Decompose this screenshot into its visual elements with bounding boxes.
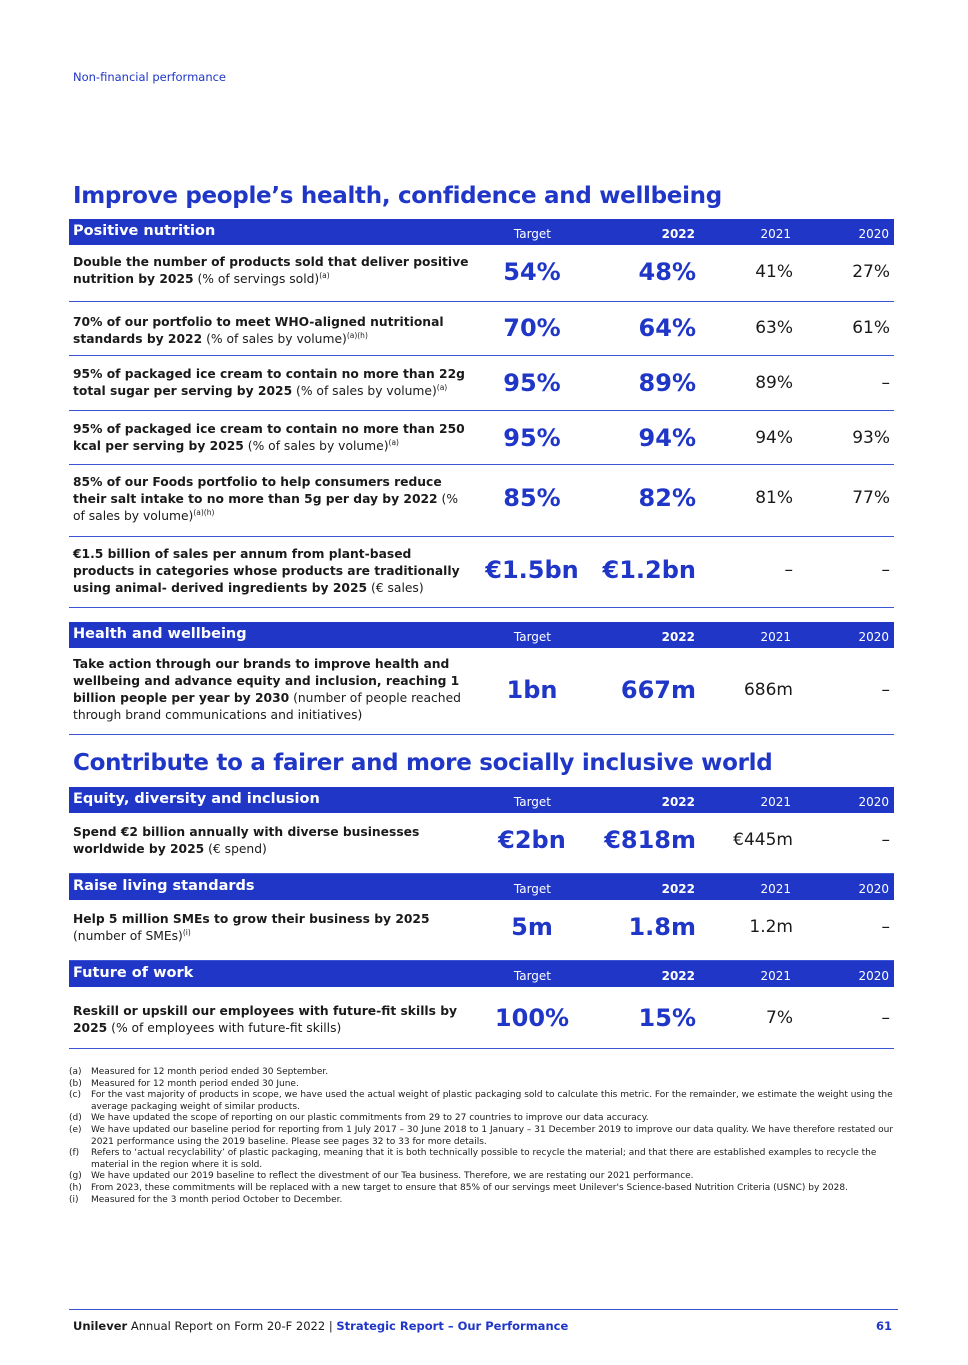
footnote-ref: (a)	[436, 382, 448, 392]
value-y2022: 1.8m	[628, 913, 696, 941]
footer-doc: Annual Report on Form 20-F 2022 |	[127, 1319, 337, 1333]
row-description-bold: Help 5 million SMEs to grow their business by 2025	[73, 912, 430, 926]
column-header-target: Target	[513, 227, 551, 241]
breadcrumb: Non-financial performance	[73, 70, 227, 84]
row-description	[73, 656, 473, 724]
value-target: €1.5bn	[485, 556, 579, 584]
footer	[73, 1319, 568, 1333]
row-description-bold: Spend €2 billion annually with diverse businesses worldwide by 2025	[73, 825, 420, 856]
column-header-y2020: 2020	[858, 630, 889, 644]
table-row	[69, 465, 894, 537]
column-header-y2020: 2020	[858, 969, 889, 983]
table-row	[69, 411, 894, 465]
column-header-y2020: 2020	[858, 795, 889, 809]
table-future-work	[69, 961, 894, 1049]
value-y2021: 7%	[766, 1008, 793, 1028]
column-header-target: Target	[513, 630, 551, 644]
value-y2022: 64%	[638, 314, 696, 342]
table-equity	[69, 787, 894, 874]
table-header	[69, 961, 894, 987]
row-description	[73, 254, 473, 288]
value-y2021: –	[784, 560, 793, 580]
table-living-standards	[69, 874, 894, 961]
row-description-bold: 95% of packaged ice cream to contain no more than 250 kcal per serving by 2025	[73, 422, 465, 453]
row-description-unit: (% of sales by volume)	[292, 384, 437, 398]
value-target: €2bn	[498, 826, 566, 854]
row-description-unit: (% of sales by volume)	[202, 332, 347, 346]
column-header-y2022: 2022	[661, 882, 695, 896]
row-description-unit: (% of sales by volume)	[73, 492, 459, 523]
table-header	[69, 622, 894, 648]
row-description-unit: (€ sales)	[367, 581, 424, 595]
value-target: 100%	[494, 1004, 570, 1032]
value-y2020: –	[881, 680, 890, 700]
footnote-ref: (a)	[388, 437, 399, 447]
row-description-unit: (€ spend)	[204, 842, 267, 856]
value-y2020: 77%	[852, 488, 890, 508]
table-header-title: Raise living standards	[73, 878, 255, 894]
table-header-title: Health and wellbeing	[73, 626, 247, 642]
table-positive-nutrition	[69, 219, 894, 608]
footnote-label: (b)	[69, 1078, 82, 1089]
value-y2020: 27%	[852, 262, 890, 282]
column-header-y2021: 2021	[760, 795, 791, 809]
column-header-target: Target	[513, 795, 551, 809]
value-y2021: 89%	[755, 373, 793, 393]
table-row	[69, 987, 894, 1049]
row-description-unit: (number of SMEs)	[73, 929, 183, 943]
footnote-ref: (a)(h)	[346, 330, 368, 340]
row-description-unit: (% of sales by volume)	[243, 439, 389, 453]
value-y2021: 686m	[743, 680, 793, 700]
footnote-text: Measured for 12 month period ended 30 June.	[91, 1078, 299, 1089]
footnote-ref: (a)(h)	[193, 507, 215, 517]
value-target: 95%	[503, 424, 561, 452]
column-header-y2021: 2021	[760, 630, 791, 644]
footnote-item	[69, 1090, 899, 1113]
footnote-item	[69, 1148, 899, 1171]
value-y2020: –	[881, 373, 890, 393]
table-row	[69, 900, 894, 961]
table-row	[69, 813, 894, 874]
value-target: 70%	[503, 314, 561, 342]
value-y2022: 667m	[620, 676, 696, 704]
row-description-bold: 85% of our Foods portfolio to help consumers reduce their salt intake to no more than 5g per day by 2022	[73, 475, 442, 506]
row-description	[73, 314, 473, 348]
value-y2021: 81%	[755, 488, 793, 508]
footnote-label: (f)	[69, 1148, 80, 1159]
row-description	[73, 546, 473, 597]
footnote-label: (e)	[69, 1124, 82, 1135]
column-header-y2021: 2021	[760, 882, 791, 896]
row-description-bold: €1.5 billion of sales per annum from plant-based products in categories whose products are traditionally using animal- derived ingredients by 2025	[73, 547, 460, 595]
footnote-text: Measured for 12 month period ended 30 September.	[91, 1067, 329, 1077]
value-y2020: –	[881, 830, 890, 850]
column-header-target: Target	[513, 882, 551, 896]
table-row	[69, 302, 894, 356]
column-header-y2022: 2022	[661, 630, 695, 644]
column-header-y2022: 2022	[661, 227, 695, 241]
section-title-fairer: Contribute to a fairer and more socially inclusive world	[73, 750, 773, 776]
value-y2022: 15%	[638, 1004, 696, 1032]
footnote-item	[69, 1125, 899, 1148]
table-header-title: Equity, diversity and inclusion	[73, 791, 320, 807]
row-description-bold: 95% of packaged ice cream to contain no more than 22g total sugar per serving by 2025	[73, 367, 465, 398]
value-target: 5m	[511, 913, 553, 941]
value-y2022: 94%	[638, 424, 696, 452]
value-y2020: –	[881, 560, 890, 580]
footnote-text: We have updated our 2019 baseline to reflect the divestment of our Tea business. Therefore, we are restating our 2021 performance.	[91, 1171, 694, 1182]
row-description-unit: (% of servings sold)	[193, 272, 320, 286]
value-y2021: 1.2m	[749, 917, 793, 937]
footnote-item	[69, 1195, 899, 1207]
value-y2022: €1.2bn	[602, 556, 696, 584]
column-header-y2020: 2020	[858, 227, 889, 241]
page-number: 61	[875, 1319, 892, 1333]
footnote-label: (i)	[69, 1194, 79, 1205]
value-y2020: –	[881, 1008, 890, 1028]
value-y2021: 63%	[755, 318, 793, 338]
footnote-item	[69, 1113, 899, 1125]
footnote-text: From 2023, these commitments will be replaced with a new target to ensure that 85% of our servings meet Unilever's Science-based Nutrition Criteria (USNC) by 2028.	[91, 1182, 848, 1193]
table-row	[69, 356, 894, 411]
row-description-bold: Double the number of products sold that deliver positive nutrition by 2025	[73, 255, 469, 286]
section-title-health: Improve people’s health, confidence and wellbeing	[73, 183, 722, 209]
value-y2021: 41%	[755, 262, 793, 282]
footnote-text: Refers to ‘actual recyclability’ of plastic packaging, meaning that it is both technically possible to recycle the material; and that there are established examples to recycle the material in the region where it is sold.	[91, 1148, 877, 1170]
value-y2020: 93%	[852, 428, 890, 448]
value-y2020: –	[881, 917, 890, 937]
footnote-item	[69, 1171, 899, 1183]
row-description	[73, 474, 473, 525]
footnote-text: We have updated the scope of reporting on our plastic commitments from 29 to 27 countries to improve our data accuracy.	[91, 1113, 649, 1124]
row-description	[73, 824, 473, 858]
value-y2022: 48%	[638, 258, 696, 286]
table-row	[69, 648, 894, 735]
row-description	[73, 1003, 473, 1037]
value-target: 54%	[503, 258, 561, 286]
table-header	[69, 874, 894, 900]
table-header	[69, 787, 894, 813]
table-header-title: Positive nutrition	[73, 223, 216, 239]
footnote-label: (c)	[69, 1090, 81, 1101]
footnote-item	[69, 1183, 899, 1195]
value-target: 1bn	[506, 676, 558, 704]
row-description-bold: 70% of our portfolio to meet WHO-aligned nutritional standards by 2022	[73, 315, 444, 346]
column-header-y2020: 2020	[858, 882, 889, 896]
footnote-ref: (i)	[182, 927, 191, 937]
value-y2022: 82%	[638, 484, 696, 512]
row-description-unit: (% of employees with future-fit skills)	[107, 1021, 342, 1035]
footnote-label: (h)	[69, 1182, 82, 1193]
footer-brand: Unilever	[73, 1319, 128, 1333]
footnotes	[69, 1067, 899, 1206]
value-target: 85%	[503, 484, 561, 512]
column-header-y2021: 2021	[760, 969, 791, 983]
row-description-bold: Reskill or upskill our employees with future-fit skills by 2025	[73, 1004, 458, 1035]
table-health-wellbeing	[69, 622, 894, 735]
row-description	[73, 421, 473, 455]
row-description-bold: Take action through our brands to improve health and wellbeing and advance equity and inclusion, reaching 1 billion people per year by 2030	[73, 657, 460, 705]
column-header-y2022: 2022	[661, 969, 695, 983]
footer-divider	[69, 1309, 898, 1310]
row-description	[73, 911, 473, 945]
column-header-y2021: 2021	[760, 227, 791, 241]
footnote-item	[69, 1067, 899, 1079]
table-header-title: Future of work	[73, 965, 194, 981]
value-y2021: 94%	[755, 428, 793, 448]
column-header-y2022: 2022	[661, 795, 695, 809]
table-header	[69, 219, 894, 245]
table-row	[69, 537, 894, 608]
value-y2021: €445m	[733, 830, 793, 850]
value-y2020: 61%	[852, 318, 890, 338]
footnote-label: (a)	[69, 1067, 82, 1077]
footnote-ref: (a)	[319, 270, 330, 280]
footer-report-link[interactable]: Strategic Report – Our Performance	[336, 1319, 569, 1333]
footnote-text: We have updated our baseline period for reporting from 1 July 2017 – 30 June 2018 to 1 January – 31 December 2019 to improve our data quality. We have therefore restated our 2021 performance using the 2019 baseline. Please see pages 32 to 33 for more details.	[91, 1124, 894, 1147]
column-header-target: Target	[513, 969, 551, 983]
value-target: 95%	[503, 369, 561, 397]
row-description	[73, 366, 473, 400]
value-y2022: 89%	[638, 369, 696, 397]
footnote-text: Measured for the 3 month period October to December.	[91, 1194, 343, 1205]
footnote-label: (g)	[69, 1171, 82, 1182]
footnote-item	[69, 1079, 899, 1091]
table-row	[69, 245, 894, 302]
value-y2022: €818m	[604, 826, 696, 854]
footnote-label: (d)	[69, 1113, 82, 1124]
footnote-text: For the vast majority of products in scope, we have used the actual weight of plastic packaging sold to calculate this metric. For the remainder, we estimate the weight using the average packaging weight of similar products.	[91, 1090, 893, 1112]
row-description-unit: (number of people reached through brand communications and initiatives)	[73, 691, 461, 722]
